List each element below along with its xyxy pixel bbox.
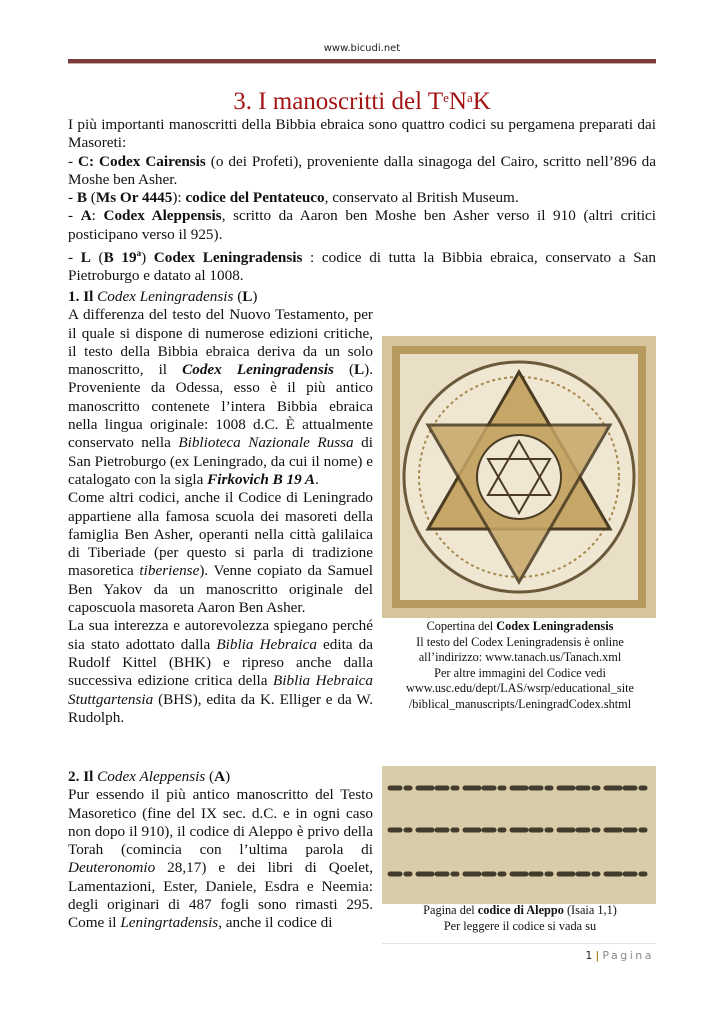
paragraph: [378, 681, 662, 697]
text-run: Pagina del: [423, 903, 478, 917]
paragraph: [68, 768, 373, 786]
text-run: codice del Pentateuco: [185, 189, 325, 207]
text-run: ): [252, 288, 258, 305]
text-run: B 19: [103, 249, 137, 267]
text-run: (: [205, 768, 215, 785]
text-run: 2. Il: [68, 768, 98, 785]
text-run: Pur essendo il più antico manoscritto del Testo Masoretico (fine del IX sec. d.C. e in ogni caso non dopo il 910), il codice di Aleppo è privo della Torah (comincia con l’ultima parola di: [68, 786, 373, 859]
title-text: K: [472, 88, 491, 115]
paragraph: [68, 306, 373, 489]
text-run: L: [242, 288, 253, 305]
text-run: Leningrtadensis: [120, 914, 219, 932]
text-run: A: [214, 768, 226, 785]
text-run: Biblioteca Nazionale Russa: [178, 434, 354, 452]
text-run: Codex Aleppensis: [97, 768, 206, 785]
paragraph: [378, 903, 662, 919]
text-run: Per altre immagini del Codice vedi: [434, 665, 606, 680]
text-run: , scritto da Aaron ben Moshe ben Asher verso il 910 (altri critici posticipano verso il 925).: [68, 207, 657, 243]
paragraph: [68, 116, 656, 153]
paragraph: [68, 617, 373, 727]
text-run: /biblical_manuscripts/LeningradCodex.shtml: [408, 696, 632, 711]
text-run: (: [90, 249, 104, 267]
text-run: -: [68, 152, 79, 170]
text-run: Per leggere il codice si vada su: [443, 918, 597, 933]
text-run: Il testo del Codex Leningradensis è online: [416, 634, 624, 649]
codex-aleppo-image: [382, 766, 656, 904]
text-run: 1. Il: [68, 288, 98, 305]
text-run: Codex Leningradensis: [182, 361, 334, 379]
text-run: -: [68, 189, 77, 207]
image-caption-aleppo: [378, 903, 662, 934]
text-run: (o dei Profeti), proveniente dalla sinagoga del Cairo, scritto nell’896 da Moshe ben Asher.: [68, 152, 656, 188]
text-run: L: [354, 361, 365, 379]
page-label: Pagina: [602, 949, 654, 962]
text-run: -: [68, 249, 81, 267]
text-run: tiberiense: [139, 562, 200, 580]
title-sup: a: [466, 90, 473, 105]
footer-rule: [382, 943, 656, 944]
text-run: , conservato al British Museum.: [324, 189, 519, 207]
paragraph: [378, 666, 662, 682]
footer-separator: |: [595, 949, 600, 962]
paragraph: [378, 697, 662, 713]
text-run: Codex Leningradensis: [496, 619, 614, 633]
text-run: Come altri codici, anche il Codice di Leningrado appartiene alla famosa scuola dei masoreti della famiglia Ben Asher, operanti nella città galilaica di Tiberiade (per questo si parla di tradizione masoretica: [68, 489, 373, 580]
text-run: (: [333, 361, 355, 379]
text-run: A: [80, 207, 92, 225]
paragraph: [378, 650, 662, 666]
paragraph: [68, 153, 656, 190]
text-run: (BHS), edita da K. Elliger e da W. Rudolph.: [68, 690, 373, 726]
text-run: Codex Aleppensis: [103, 207, 222, 225]
paragraph: [68, 244, 656, 286]
image-caption-leningradensis: [378, 619, 662, 712]
text-run: edita da Rudolf Kittel (BHK) e ripreso anche dalla successiva edizione critica della: [68, 635, 373, 690]
text-run: I più importanti manoscritti della Bibbia ebraica sono quattro codici su pergamena preparati dai Masoreti:: [68, 116, 656, 152]
section-codex-leningradensis: [68, 288, 373, 727]
title-text: N: [448, 88, 467, 115]
text-run: (Isaia 1,1): [563, 903, 617, 917]
text-run: :: [91, 207, 104, 225]
text-run: Firkovich B 19 A: [207, 470, 316, 488]
page-footer: [585, 949, 654, 962]
section-codex-aleppensis: [68, 768, 373, 933]
paragraph: [378, 619, 662, 635]
text-run: Copertina del: [426, 619, 497, 633]
text-run: Ms Or 4445: [95, 189, 173, 207]
page-number: 1: [585, 949, 593, 962]
text-run: Biblia Hebraica Stuttgartensia: [68, 672, 374, 708]
text-run: C: Codex Cairensis: [78, 152, 206, 170]
paragraph: [68, 489, 373, 617]
title-text: 3. I manoscritti del T: [233, 88, 444, 115]
text-run: A differenza del testo del Nuovo Testamento, per il quale si dispone di numerose edizioni critiche, il testo della Bibbia ebraica deriva da un solo manoscritto, il: [68, 306, 373, 379]
text-run: .: [315, 470, 319, 488]
title-sup: e: [443, 90, 449, 105]
paragraph: [68, 786, 373, 932]
text-run: Codex Leningradensis: [97, 288, 234, 305]
text-run: La sua interezza e autorevolezza spiegano perché sia stato adottato dalla: [68, 617, 373, 653]
text-run: a: [136, 248, 142, 259]
text-run: di San Pietroburgo (ex Leningrado, da cui il nome) e catalogato con la sigla: [68, 434, 373, 488]
paragraph: [378, 919, 662, 935]
text-run: Deuteronomio: [68, 859, 156, 877]
page-title: [0, 88, 724, 116]
text-run: ):: [172, 189, 186, 207]
text-run: Codex Leningradensis: [153, 249, 303, 267]
text-run: L: [80, 249, 91, 267]
text-run: -: [68, 207, 81, 225]
text-run: ): [225, 768, 231, 785]
text-run: B: [76, 189, 87, 207]
text-run: Biblia Hebraica: [216, 635, 317, 653]
paragraph: [68, 207, 656, 244]
text-run: ): [141, 249, 154, 267]
paragraph: [68, 189, 656, 207]
text-run: all’indirizzo: www.tanach.us/Tanach.xml: [418, 650, 622, 664]
paragraph: [68, 288, 373, 306]
text-run: (: [233, 288, 243, 305]
paragraph: [378, 635, 662, 651]
text-run: codice di Aleppo: [477, 903, 564, 917]
text-run: 28,17) e dei libri di Qoelet, Lamentazioni, Ester, Daniele, Esdra e Neemia: degli originari di 487 fogli sono rimasti 295. Come il: [68, 859, 373, 932]
site-header: www.bicudi.net: [323, 43, 401, 54]
text-run: : codice di tutta la Bibbia ebraica, conservato a San Pietroburgo e datato al 1008.: [68, 249, 656, 285]
text-run: ). Proveniente da Odessa, esso è il più antico manoscritto contenete l’intera Bibbia ebraica nella lingua originale: 1008 d.C. È attualmente conservato nella: [68, 361, 374, 452]
text-run: (: [87, 189, 96, 207]
text-run: , anche il codice di: [218, 914, 333, 932]
header-rule: [68, 59, 656, 64]
text-run: www.usc.edu/dept/LAS/wsrp/educational_site: [405, 681, 634, 695]
text-run: ). Venne copiato da Samuel Ben Yakov da un manoscritto originale del caposcuola masoreta Aaron Ben Asher.: [68, 562, 373, 617]
intro-text: [68, 116, 656, 286]
codex-leningradensis-image: [382, 336, 656, 618]
